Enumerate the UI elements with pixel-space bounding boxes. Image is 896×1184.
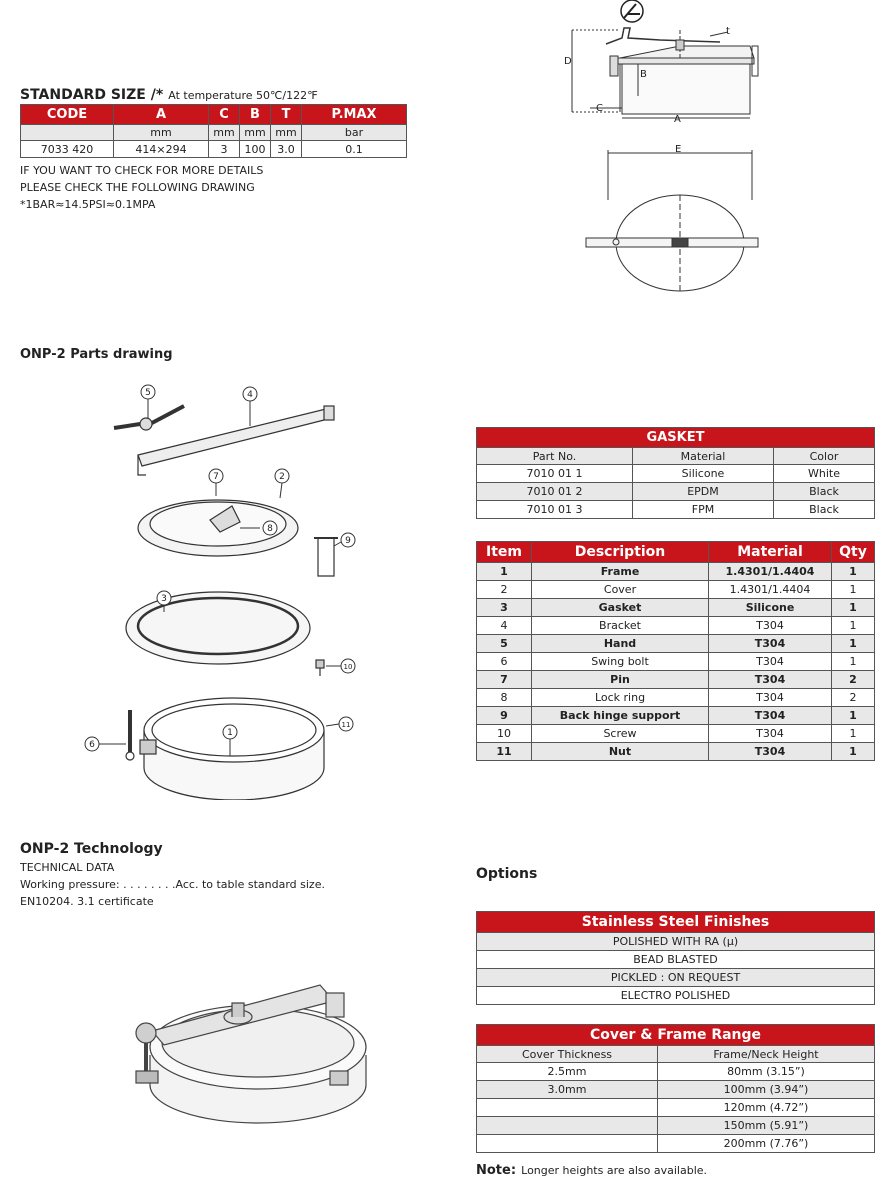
table-row: [477, 617, 875, 635]
table-cell: 4: [477, 617, 532, 635]
unit-cell: mm: [114, 125, 209, 141]
table-cell: 9: [477, 707, 532, 725]
table-cell: 1: [832, 653, 875, 671]
table-cell: FPM: [633, 501, 774, 519]
dim-label-b: B: [640, 69, 647, 80]
table-cell: ELECTRO POLISHED: [477, 987, 875, 1005]
value-cell: 3.0: [271, 141, 302, 158]
part-label: 9: [345, 536, 351, 546]
range-header: Frame/Neck Height: [658, 1046, 875, 1063]
table-cell: Frame: [532, 563, 709, 581]
range-header-row: [477, 1046, 875, 1063]
table-row: [477, 1099, 875, 1117]
screw-part: [316, 660, 324, 676]
table-row: [477, 987, 875, 1005]
table-cell: Pin: [532, 671, 709, 689]
items-header: Description: [532, 542, 709, 563]
table-cell: Hand: [532, 635, 709, 653]
range-header: Cover Thickness: [477, 1046, 658, 1063]
table-cell: 1: [832, 635, 875, 653]
part-label: 10: [343, 663, 353, 671]
table-cell: 3: [477, 599, 532, 617]
table-row: [477, 653, 875, 671]
header-t: T: [271, 105, 302, 125]
table-cell: Black: [774, 483, 875, 501]
product-illustration: [120, 975, 370, 1135]
table-row: [477, 707, 875, 725]
table-cell: 80mm (3.15”): [658, 1063, 875, 1081]
standard-size-table: [20, 104, 407, 158]
table-row: [477, 563, 875, 581]
part-label: 3: [161, 594, 167, 604]
dim-label-e: E: [675, 144, 682, 155]
table-cell: Screw: [532, 725, 709, 743]
table-row: [477, 969, 875, 987]
part-label: 6: [89, 740, 95, 750]
standard-size-notes: [20, 162, 263, 213]
table-cell: T304: [709, 725, 832, 743]
tech-line: Working pressure: . . . . . . . .Acc. to table standard size.: [20, 878, 325, 891]
table-cell: BEAD BLASTED: [477, 951, 875, 969]
table-cell: Silicone: [709, 599, 832, 617]
header-code: CODE: [21, 105, 114, 125]
part-label: 4: [247, 390, 253, 400]
table-cell: 11: [477, 743, 532, 761]
top-view: [586, 150, 758, 292]
value-cell: 0.1: [302, 141, 407, 158]
table-cell: [477, 1135, 658, 1153]
gasket-table: [476, 427, 875, 519]
table-cell: 1: [832, 725, 875, 743]
table-cell: 7010 01 2: [477, 483, 633, 501]
table-cell: T304: [709, 743, 832, 761]
table-cell: Swing bolt: [532, 653, 709, 671]
header-pmax: P.MAX: [302, 105, 407, 125]
units-row: [21, 125, 407, 141]
parts-drawing-title: ONP-2 Parts drawing: [20, 347, 173, 362]
table-cell: Lock ring: [532, 689, 709, 707]
table-cell: 6: [477, 653, 532, 671]
table-row: [477, 599, 875, 617]
table-cell: 120mm (4.72”): [658, 1099, 875, 1117]
unit-cell: mm: [271, 125, 302, 141]
table-cell: T304: [709, 617, 832, 635]
table-cell: 7: [477, 671, 532, 689]
gasket-header: Part No.: [477, 448, 633, 465]
items-header: Item: [477, 542, 532, 563]
table-row: [477, 671, 875, 689]
part-label: 7: [213, 472, 219, 482]
note-line: IF YOU WANT TO CHECK FOR MORE DETAILS: [20, 164, 264, 177]
table-row: [477, 689, 875, 707]
hinge-support-part: [314, 538, 338, 576]
table-cell: Cover: [532, 581, 709, 599]
value-cell: 414×294: [114, 141, 209, 158]
gasket-header: Color: [774, 448, 875, 465]
header-c: C: [209, 105, 240, 125]
gasket-header: Material: [633, 448, 774, 465]
swing-bolt-part: [126, 710, 134, 760]
finishes-title: Stainless Steel Finishes: [477, 912, 875, 933]
table-cell: 5: [477, 635, 532, 653]
table-cell: T304: [709, 653, 832, 671]
part-label: 5: [145, 388, 151, 398]
unit-cell: [21, 125, 114, 141]
note-text: Longer heights are also available.: [521, 1164, 708, 1177]
table-cell: 2: [832, 671, 875, 689]
standard-size-heading: [20, 84, 318, 103]
part-label: 11: [341, 721, 351, 729]
table-cell: 10: [477, 725, 532, 743]
table-cell: 1.4301/1.4404: [709, 563, 832, 581]
part-label: 2: [279, 472, 285, 482]
table-row: [477, 1117, 875, 1135]
table-cell: [477, 1099, 658, 1117]
table-cell: 1: [832, 599, 875, 617]
technology-data: [20, 859, 325, 910]
table-cell: 1.4301/1.4404: [709, 581, 832, 599]
table-cell: 1: [832, 707, 875, 725]
table-cell: [477, 1117, 658, 1135]
table-cell: 150mm (5.91”): [658, 1117, 875, 1135]
dim-label-c: C: [596, 103, 603, 114]
table-row: [477, 581, 875, 599]
table-cell: 2: [477, 581, 532, 599]
table-row: [477, 501, 875, 519]
table-cell: 8: [477, 689, 532, 707]
finishes-table: [476, 911, 875, 1005]
table-row: [21, 141, 407, 158]
table-cell: PICKLED : ON REQUEST: [477, 969, 875, 987]
gasket-part: [126, 592, 310, 664]
note: [476, 1159, 707, 1178]
table-cell: T304: [709, 635, 832, 653]
standard-size-subtitle: At temperature 50℃/122℉: [168, 89, 318, 102]
table-row: [477, 635, 875, 653]
items-header: Material: [709, 542, 832, 563]
table-cell: POLISHED WITH RA (μ): [477, 933, 875, 951]
standard-size-title: STANDARD SIZE /*: [20, 87, 164, 103]
table-cell: T304: [709, 707, 832, 725]
header-a: A: [114, 105, 209, 125]
part-label: 1: [227, 728, 233, 738]
table-row: [477, 743, 875, 761]
frame-part: [140, 698, 324, 800]
table-cell: 2.5mm: [477, 1063, 658, 1081]
parts-exploded-drawing: [80, 380, 370, 800]
table-cell: 3.0mm: [477, 1081, 658, 1099]
table-row: [477, 951, 875, 969]
table-cell: White: [774, 465, 875, 483]
table-cell: Gasket: [532, 599, 709, 617]
table-cell: Nut: [532, 743, 709, 761]
value-cell: 7033 420: [21, 141, 114, 158]
table-row: [477, 465, 875, 483]
table-cell: 1: [832, 743, 875, 761]
unit-cell: mm: [240, 125, 271, 141]
tech-line: EN10204. 3.1 certificate: [20, 895, 154, 908]
table-header-row: [21, 105, 407, 125]
options-title: Options: [476, 866, 538, 882]
note-label: Note:: [476, 1163, 517, 1178]
table-cell: 7010 01 3: [477, 501, 633, 519]
surface-symbol-icon: [621, 0, 643, 22]
items-header: Qty: [832, 542, 875, 563]
table-cell: 2: [832, 689, 875, 707]
table-cell: 1: [832, 581, 875, 599]
part-label: 8: [267, 524, 273, 534]
dim-label-t: t: [726, 26, 730, 37]
table-cell: EPDM: [633, 483, 774, 501]
table-cell: 100mm (3.94”): [658, 1081, 875, 1099]
table-cell: 1: [832, 617, 875, 635]
range-table: [476, 1024, 875, 1153]
tech-line: TECHNICAL DATA: [20, 861, 115, 874]
table-cell: 200mm (7.76”): [658, 1135, 875, 1153]
unit-cell: bar: [302, 125, 407, 141]
table-cell: T304: [709, 689, 832, 707]
items-header-row: [477, 542, 875, 563]
header-b: B: [240, 105, 271, 125]
table-cell: 1: [477, 563, 532, 581]
technology-title: ONP-2 Technology: [20, 841, 163, 857]
items-table: [476, 541, 875, 761]
dim-label-d: D: [564, 56, 572, 67]
table-cell: 7010 01 1: [477, 465, 633, 483]
unit-cell: mm: [209, 125, 240, 141]
value-cell: 3: [209, 141, 240, 158]
range-title: Cover & Frame Range: [477, 1025, 875, 1046]
table-cell: 1: [832, 563, 875, 581]
dim-label-a: A: [674, 114, 681, 125]
table-row: [477, 725, 875, 743]
table-row: [477, 933, 875, 951]
table-row: [477, 1063, 875, 1081]
table-cell: Black: [774, 501, 875, 519]
table-cell: Bracket: [532, 617, 709, 635]
note-line: PLEASE CHECK THE FOLLOWING DRAWING: [20, 181, 255, 194]
table-row: [477, 1135, 875, 1153]
table-cell: Silicone: [633, 465, 774, 483]
table-cell: T304: [709, 671, 832, 689]
note-line: *1BAR≈14.5PSI≈0.1MPA: [20, 198, 156, 211]
table-row: [477, 1081, 875, 1099]
value-cell: 100: [240, 141, 271, 158]
gasket-header-row: [477, 448, 875, 465]
dimension-drawing: [560, 0, 780, 300]
hand-part: [114, 406, 184, 430]
gasket-title: GASKET: [477, 428, 875, 448]
table-cell: Back hinge support: [532, 707, 709, 725]
table-row: [477, 483, 875, 501]
